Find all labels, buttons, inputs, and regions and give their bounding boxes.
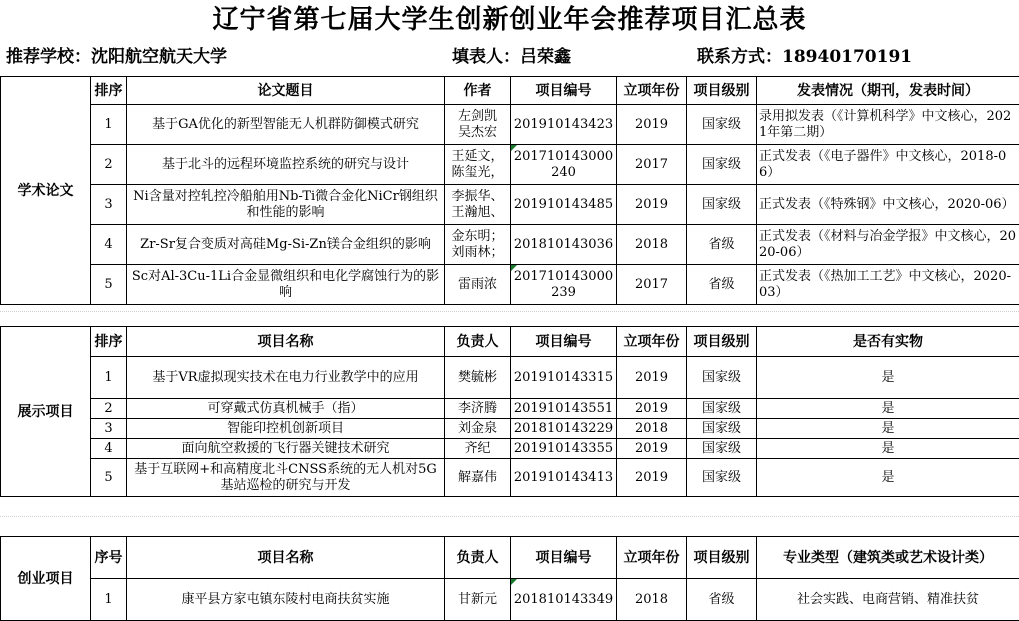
table-row [1, 185, 1019, 225]
table-cell[interactable]: 面向航空救援的飞行器关键技术研究 [127, 439, 445, 459]
column-header: 负责人 [445, 327, 511, 357]
section-label: 创业项目 [1, 537, 91, 621]
table-cell[interactable]: 正式发表（《电子器件》中文核心，2018-06） [757, 145, 1019, 185]
table-cell[interactable]: 4 [91, 225, 127, 265]
column-header: 项目级别 [687, 537, 757, 579]
table-cell[interactable]: 2018 [617, 419, 687, 439]
table-cell[interactable]: 2019 [617, 399, 687, 419]
table-cell[interactable]: 1 [91, 357, 127, 399]
table-cell[interactable]: 1 [91, 105, 127, 145]
startup-projects-table [0, 536, 1019, 621]
table-cell[interactable]: 樊毓彬 [445, 357, 511, 399]
table-cell[interactable]: 是 [757, 459, 1019, 497]
table-cell[interactable]: 是 [757, 439, 1019, 459]
section-label: 展示项目 [1, 327, 91, 497]
table-cell[interactable]: 201910143423 [511, 105, 617, 145]
table-cell[interactable]: 5 [91, 265, 127, 305]
table-cell[interactable]: 国家级 [687, 357, 757, 399]
table-cell[interactable]: 左剑凯 吴杰宏 [445, 105, 511, 145]
table-cell[interactable]: 省级 [687, 579, 757, 621]
table-cell[interactable]: 李济腾 [445, 399, 511, 419]
table-cell[interactable]: 刘金泉 [445, 419, 511, 439]
table-cell[interactable]: 基于VR虚拟现实技术在电力行业教学中的应用 [127, 357, 445, 399]
column-header: 排序 [91, 77, 127, 105]
table-cell[interactable]: 201910143355 [511, 439, 617, 459]
table-cell[interactable]: 201910143315 [511, 357, 617, 399]
table-cell[interactable]: 2 [91, 145, 127, 185]
table-cell[interactable]: 国家级 [687, 419, 757, 439]
table-cell[interactable]: 正式发表（《热加工工艺》中文核心，2020-03） [757, 265, 1019, 305]
recommending-school: 推荐学校：沈阳航空航天大学 [6, 47, 227, 67]
table-cell[interactable]: 雷雨浓 [445, 265, 511, 305]
table-cell[interactable]: Ni含量对控轧控冷船舶用Nb-Ti微合金化NiCr钢组织和性能的影响 [127, 185, 445, 225]
contact-info: 联系方式：18940170191 [697, 47, 913, 67]
table-cell[interactable]: 201910143551 [511, 399, 617, 419]
table-cell[interactable]: 是 [757, 399, 1019, 419]
column-header: 专业类型（建筑类或艺术设计类） [757, 537, 1019, 579]
table-cell[interactable]: 可穿戴式仿真机械手（指） [127, 399, 445, 419]
column-header: 负责人 [445, 537, 511, 579]
table-cell[interactable]: 201910143485 [511, 185, 617, 225]
table-row [1, 579, 1019, 621]
table-cell[interactable]: 金东明； 刘雨林； [445, 225, 511, 265]
table-row [1, 105, 1019, 145]
table-cell[interactable]: 智能印控机创新项目 [127, 419, 445, 439]
table-row [1, 439, 1019, 459]
table-cell[interactable]: 正式发表（《材料与冶金学报》中文核心，2020-06） [757, 225, 1019, 265]
column-header: 项目名称 [127, 327, 445, 357]
table-cell[interactable]: 2017 [617, 265, 687, 305]
table-cell[interactable]: 基于GA优化的新型智能无人机群防御模式研究 [127, 105, 445, 145]
table-cell[interactable]: 李振华、 王瀚旭、 [445, 185, 511, 225]
form-filler: 填表人：吕荣鑫 [452, 47, 571, 67]
table-cell[interactable]: 201810143036 [511, 225, 617, 265]
column-header: 项目编号 [511, 77, 617, 105]
column-header: 立项年份 [617, 327, 687, 357]
table-cell[interactable]: 2019 [617, 439, 687, 459]
table-cell[interactable]: 录用拟发表（《计算机科学》中文核心，2021年第二期） [757, 105, 1019, 145]
table-cell[interactable]: 2018 [617, 225, 687, 265]
table-cell[interactable]: 5 [91, 459, 127, 497]
table-cell[interactable]: 4 [91, 439, 127, 459]
column-header: 是否有实物 [757, 327, 1019, 357]
page-title: 辽宁省第七届大学生创新创业年会推荐项目汇总表 [212, 5, 807, 35]
table-cell[interactable]: 201710143000239 [511, 265, 617, 305]
table-row [1, 419, 1019, 439]
table-cell[interactable]: 1 [91, 579, 127, 621]
table-cell[interactable]: 王延文， 陈玺光， [445, 145, 511, 185]
column-header: 序号 [91, 537, 127, 579]
column-header: 发表情况（期刊，发表时间） [757, 77, 1019, 105]
table-cell[interactable]: 2017 [617, 145, 687, 185]
table-cell[interactable]: 是 [757, 357, 1019, 399]
table-cell[interactable]: 是 [757, 419, 1019, 439]
table-cell[interactable]: 201910143413 [511, 459, 617, 497]
table-cell[interactable]: Sc对Al-3Cu-1Li合金显微组织和电化学腐蚀行为的影响 [127, 265, 445, 305]
column-header: 项目名称 [127, 537, 445, 579]
row-gap [0, 310, 1019, 312]
table-cell[interactable]: 201810143349 [511, 579, 617, 621]
table-cell[interactable]: 社会实践、电商营销、精准扶贫 [757, 579, 1019, 621]
academic-papers-table [0, 76, 1019, 305]
table-cell[interactable]: 正式发表（《特殊钢》中文核心，2020-06） [757, 185, 1019, 225]
table-cell[interactable]: 201710143000240 [511, 145, 617, 185]
table-cell[interactable]: 2019 [617, 105, 687, 145]
table-row [1, 357, 1019, 399]
table-row [1, 265, 1019, 305]
table-cell[interactable]: 国家级 [687, 459, 757, 497]
column-header: 项目编号 [511, 537, 617, 579]
table-cell[interactable]: 甘新元 [445, 579, 511, 621]
display-projects-table [0, 326, 1019, 497]
table-cell[interactable]: 国家级 [687, 439, 757, 459]
column-header: 立项年份 [617, 77, 687, 105]
table-cell[interactable]: 2019 [617, 185, 687, 225]
column-header: 论文题目 [127, 77, 445, 105]
column-header: 项目编号 [511, 327, 617, 357]
table-row [1, 459, 1019, 497]
table-cell[interactable]: 国家级 [687, 105, 757, 145]
table-cell[interactable]: 国家级 [687, 145, 757, 185]
column-header: 项目级别 [687, 77, 757, 105]
section-label: 学术论文 [1, 77, 91, 305]
column-header: 作者 [445, 77, 511, 105]
table-cell[interactable]: 康平县方家屯镇东陵村电商扶贫实施 [127, 579, 445, 621]
table-cell[interactable]: 3 [91, 185, 127, 225]
table-cell[interactable]: 201810143229 [511, 419, 617, 439]
table-cell[interactable]: 齐纪 [445, 439, 511, 459]
table-cell[interactable]: 基于互联网+和高精度北斗CNSS系统的无人机对5G基站巡检的研究与开发 [127, 459, 445, 497]
table-cell[interactable]: 2019 [617, 459, 687, 497]
table-row [1, 145, 1019, 185]
row-gap [0, 515, 1019, 517]
table-cell[interactable]: Zr-Sr复合变质对高硅Mg-Si-Zn镁合金组织的影响 [127, 225, 445, 265]
table-cell[interactable]: 国家级 [687, 399, 757, 419]
table-row [1, 225, 1019, 265]
table-cell[interactable]: 3 [91, 419, 127, 439]
table-cell[interactable]: 2018 [617, 579, 687, 621]
column-header: 排序 [91, 327, 127, 357]
column-header: 立项年份 [617, 537, 687, 579]
table-cell[interactable]: 基于北斗的远程环境监控系统的研究与设计 [127, 145, 445, 185]
table-cell[interactable]: 省级 [687, 265, 757, 305]
table-cell[interactable]: 2 [91, 399, 127, 419]
table-cell[interactable]: 解嘉伟 [445, 459, 511, 497]
table-cell[interactable]: 省级 [687, 225, 757, 265]
table-cell[interactable]: 2019 [617, 357, 687, 399]
column-header: 项目级别 [687, 327, 757, 357]
table-cell[interactable]: 国家级 [687, 185, 757, 225]
table-row [1, 399, 1019, 419]
